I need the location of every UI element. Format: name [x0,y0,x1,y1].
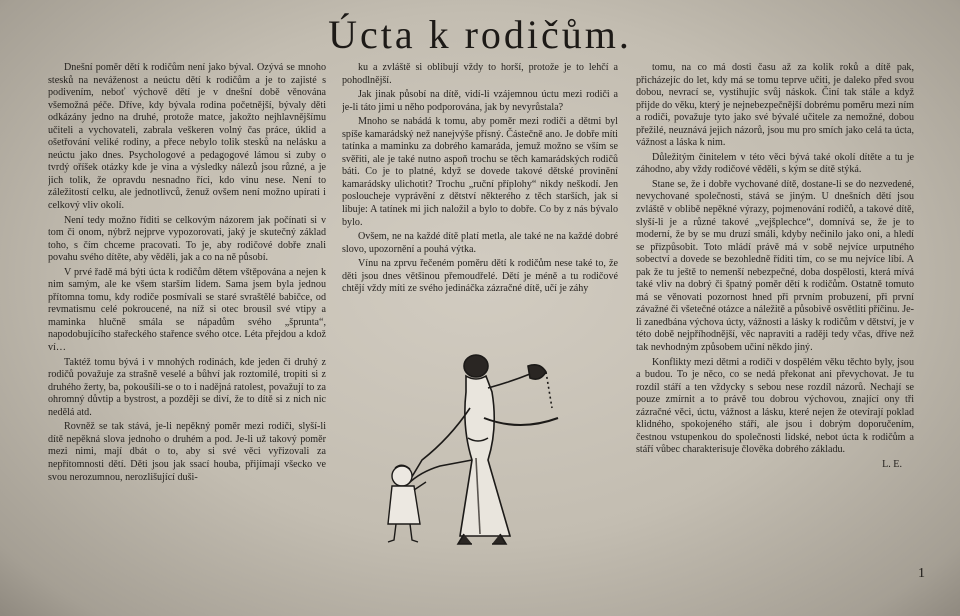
paragraph: Není tedy možno říditi se celkovým názorem jak počínati si v tom či onom, nýbrž nejprve vypozorovati, jaký je skutečný základ toho, s čím chceme pracovati. To je, aby rodičové dobře znali povahu svého dítěte, aby věděli, jak a co na ně působí. [48,214,326,264]
paragraph: ku a zvláště si oblibují vždy to horší, protože je to lehčí a pohodlnější. [342,62,618,86]
paragraph: Mnoho se nabádá k tomu, aby poměr mezi rodiči a dětmi byl spíše kamarádský než nanejvýše přísný. Částečně ano. Je dobře míti tatínka a maminku za dobrého kamaráda, jemuž možno se vším se svěřiti, ale je také nutno aspoň trochu se těch kamarádských rodičů báti. Co je to platné, když se dovede takové dětské provinění kamarádsky ulichotit? Trochu „ruční příplohy“ nikdy neškodí. Jen posloucheje vyprávění z dětství některého z těch starších, jak si libuje: A tatínek mi jich naložil a bylo to dobře. Co by z nás bývalo bylo. [342,116,618,228]
paragraph: Konflikty mezi dětmi a rodiči v dospělém věku těchto byly, jsou a budou. To je něco, co se nedá překonat ani převychovat. Je tu rozdíl stáří a ten vždycky s sebou nese rozdíl názorů. Nechají se pouze zmírnit a to právě tou dobrou výchovou, znající ony tři zázračné věci, úctu, vážnost a lásku, které nejen že otevírají poklad klidného, spokojeného stáří, ale jsou i dobrým doporučením, čestnou vstupenkou do společnosti lidské, nebot úcta k rodičům a stáří vůbec charakterisuje člověka dobrého základu. [636,356,914,456]
paragraph: Rovněž se tak stává, je-li nepěkný poměr mezi rodiči, slyší-li dítě nepěkná slova jednoho o druhém a pod. Je-li už takový poměr mezi nimi, mají dbát o to, aby si své věci vyřizovali za nepřítomnosti dětí. Děti jsou jak ssací houba, přijímají všecko ve svou nerozumnou, nerozlišující duši- [48,421,326,483]
paragraph: Důležitým činitelem v této věci bývá také okolí dítěte a tu je záhodno, aby vždy rodičové věděli, s kým se dítě stýká. [636,151,914,176]
paragraph: Dnešní poměr dětí k rodičům není jako býval. Ozývá se mnoho stesků na neváženost a neúctu dětí k rodičům a je to zajisté s podivením, neboť výchově dětí je v dnešní době věnována všemožná péče. Dříve, kdy bývala rodina početnější, bývaly děti odkázány jedno na druhé, protože matce, jakožto nejhlavnějšímu učiteli a vychovateli, zabrala veškeren volný čas práce, úklid a ošetřování veliké rodiny, a přece nebylo tolik stesků na nelásku a neúctu jako dnes. Psychologové a pedagogové lámou si zuby o tvrdý oříšek otázky kde je vina a výsledky nálezů jsou různé, a je jich tolik, že opravdu nesnadno říci, kdo vinu nese. Není to záležitostí celku, ale jednotlivců, ženuž ovšem není možno upírati i celkový vliv okolí. [48,62,326,212]
mother-figure [408,355,558,544]
paragraph: Ovšem, ne na každé dítě platí metla, ale také ne na každé dobré slovo, upozornění a pouhá výtka. [342,231,618,255]
mother-child-illustration [380,348,590,553]
paragraph: Vínu na zprvu řečeném poměru dětí k rodičům nese také to, že děti jsou dnes většinou přemoudřelé. Dětí je méně a tu rodičové chtějí vždy míti ze svého jedináčka zázračné dítě, učí je záhy [342,258,618,295]
paragraph: tomu, na co má dosti času až za kolik roků a dítě pak, přicházejíc do let, kdy má se tomu teprve učiti, je daleko před svou dobou, nevrací se, vystihujíc svůj náskok. Činí tak stále a když přijde do věku, který je nejnebezpečnější dobrému poměru mezi ním a rodiči, považuje tyto jako své bývalé učitele za nemožné, dobou přežilé, neuznává jejich názorů, jsou mu pro smích jako celá ta úcta, vážnost a láska k nim. [636,62,914,149]
text-column-2 [342,62,618,348]
child-figure [388,465,426,542]
page-number: 1 [918,566,925,581]
article-title: Úcta k rodičům. [328,12,632,57]
paragraph: Taktéž tomu bývá i v mnohých rodinách, kde jeden či druhý z rodičů považuje za strašně veselé a bůhví jak roztomilé, tropiti si z druhého žerty, ba, pokoušíli-se o to i nadějná ratolest, považují to za ohromný důvtip a bystrost, a později se diví, že to dítě si z nich nic nedělá atd. [48,356,326,418]
text-column-1 [48,62,326,562]
text-column-3 [636,62,914,532]
paragraph: Stane se, že i dobře vychované dítě, dostane-li se do nezvedené, nevychované společnosti, stává se jiným. U dnešních dětí jsou zvláště v oblibě nepěkné výrazy, pojmenování rodičů, a takové dítě, slyší-li je a různé takové „vejšplechce“, domnívá se, že je to moderní, že by se mu druzí smáli, kdyby nečinilo jako oni, a hledí se přizpůsobit. Toto mládí právě má v sobě nejvíce urputného sobectví a dovede se bezohledně říditi tím, co se mu nejvíce líbí. A pak že tu ještě to nemenší nebezpečné, doba dospělosti, která mívá také vliv na dobrý či špatný poměr dětí k rodičům. Ostatně tomuto má se věnovati pozornost hned při prvním probuzení, při první závažné či všetečné otázce a náležitě a působivě osvětliti příčinu. Je-li zanedbána výchova úcty, vážnosti a lásky k rodičům v dětství, je v této době nejpříhodnější, věc napraviti a raději tedy včas, dříve než tak nevhodným způsobem učiní někdo jiný. [636,178,914,354]
author-signature: L. E. [882,458,902,470]
paragraph: V prvé řadě má býti úcta k rodičům dětem vštěpována a nejen k nim samým, ale ke všem starším lidem. Sama jsem byla jednou přítomna tomu, kdy rodiče posmívali se staré svraštělé babičce, od revmatismu celé pokroucené, na níž si otec brousil své vtipy a maminka hlučně smála se nápadům svého „šprunta“, napodobujícího stařeckého stařence svého otce. Léta přejdou a kdož ví… [48,266,326,354]
paragraph: Jak jinak působí na dítě, vidí-li vzájemnou úctu mezi rodiči a je-li táto jimi u něho podporována, jak by nevyrůstala? [342,89,618,113]
